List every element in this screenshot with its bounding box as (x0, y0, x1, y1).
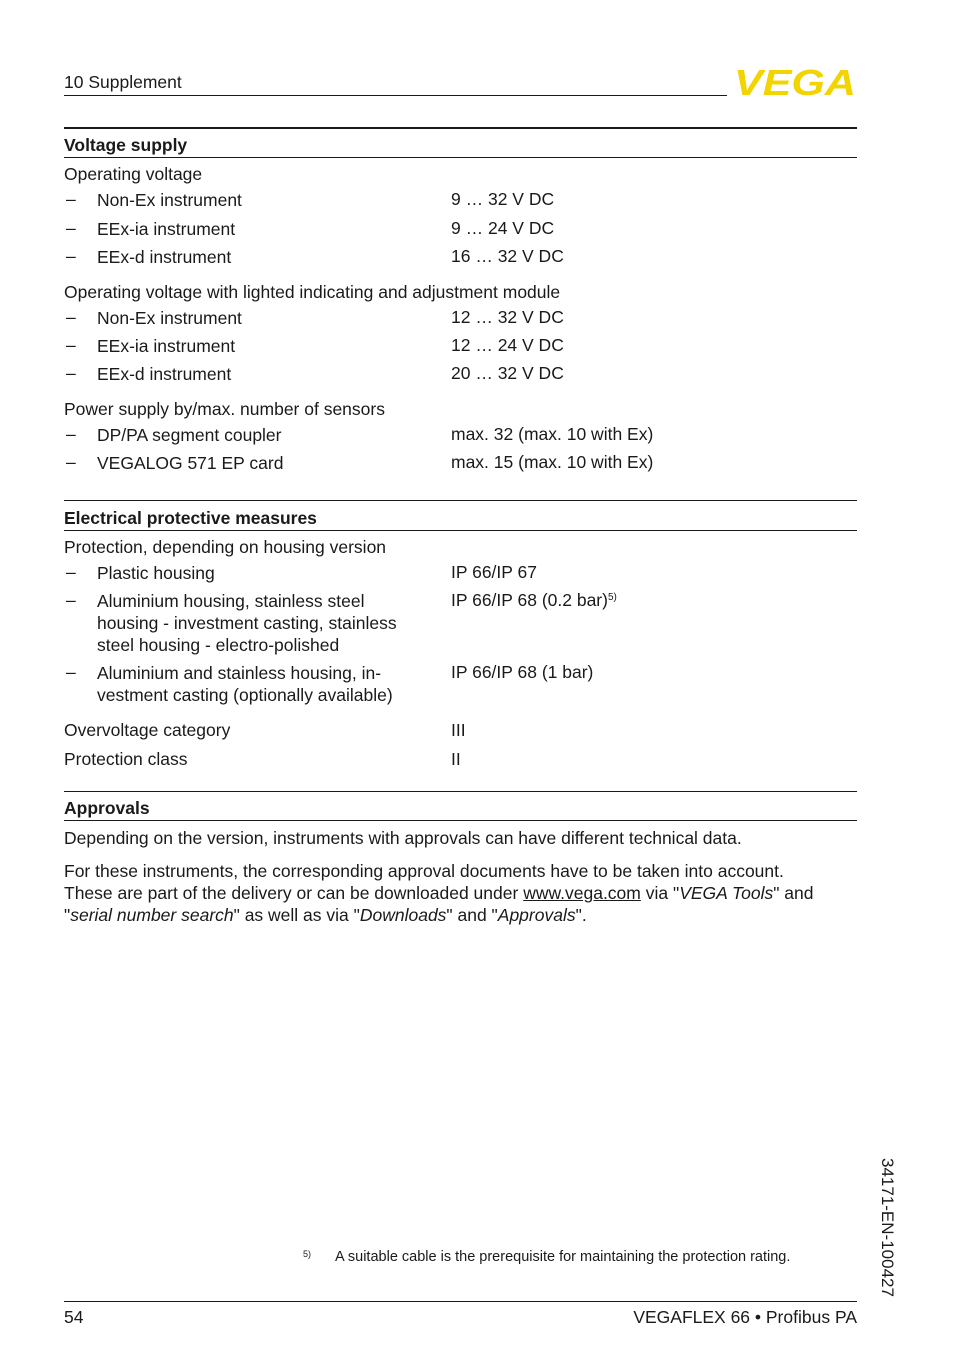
protection-label: Protection, depending on housing version (64, 537, 387, 557)
product-name: VEGAFLEX 66 • Profibus PA (633, 1307, 857, 1327)
list-dash: – (66, 218, 76, 238)
row-value-text: IP 66/IP 68 (0.2 bar) (451, 590, 608, 610)
row-value: 9 … 24 V DC (451, 218, 555, 238)
section-rule (64, 530, 857, 531)
footnote-mark: 5) (303, 1249, 312, 1259)
paragraph-line (64, 882, 857, 904)
approvals-paragraph-2 (64, 860, 857, 926)
row-value: 12 … 24 V DC (451, 335, 564, 355)
lighted-voltage-label: Operating voltage with lighted indicating and adjustment module (64, 282, 561, 302)
page-number: 54 (64, 1307, 84, 1327)
protection-class-label: Protection class (64, 749, 188, 769)
section-rule (64, 820, 857, 821)
list-dash: – (66, 452, 76, 472)
section-rule-top (64, 127, 857, 129)
section-rule (64, 791, 857, 792)
row-label: DP/PA segment coupler (97, 425, 282, 445)
section-rule (64, 500, 857, 501)
list-dash: – (66, 562, 76, 582)
section-header: 10 Supplement (64, 72, 182, 92)
text-span: These are part of the delivery or can be downloaded under (64, 883, 524, 903)
footnote-text: A suitable cable is the prerequisite for maintaining the protection rating. (335, 1249, 791, 1265)
list-dash: – (66, 335, 76, 355)
header-rule (64, 95, 727, 96)
text-span: " as well as via " (233, 905, 360, 925)
row-label: Plastic housing (97, 563, 215, 583)
row-value: IP 66/IP 67 (451, 562, 537, 582)
row-label-line: steel housing - electro-polished (97, 635, 340, 655)
power-supply-label: Power supply by/max. number of sensors (64, 399, 385, 419)
svg-text:VEGA: VEGA (734, 66, 856, 98)
row-value (451, 590, 617, 611)
downloads-term: Downloads (359, 905, 447, 925)
list-dash: – (66, 363, 76, 383)
operating-voltage-label: Operating voltage (64, 164, 203, 184)
approvals-paragraph-1: Depending on the version, instruments with approvals can have different technical data. (64, 828, 742, 848)
protection-class-value: II (451, 749, 461, 769)
row-value: 20 … 32 V DC (451, 363, 564, 383)
row-label-line: vestment casting (optionally available) (97, 685, 393, 705)
row-value: 12 … 32 V DC (451, 307, 564, 327)
row-label-line: housing - investment casting, stainless (97, 613, 397, 633)
document-code: 34171-EN-100427 (878, 1158, 897, 1297)
row-value: 9 … 32 V DC (451, 189, 555, 209)
paragraph-line: For these instruments, the corresponding approval documents have to be taken into account. (64, 861, 784, 881)
row-label: EEx-d instrument (97, 247, 232, 267)
row-value: IP 66/IP 68 (1 bar) (451, 662, 594, 682)
row-label: Non-Ex instrument (97, 308, 242, 328)
row-label-line: Aluminium housing, stainless steel (97, 591, 365, 611)
list-dash: – (66, 590, 76, 610)
text-span: " and (773, 883, 814, 903)
footnote-ref: 5) (607, 592, 617, 603)
list-dash: – (66, 246, 76, 266)
electrical-title: Electrical protective measures (64, 508, 317, 528)
vega-website-link[interactable]: www.vega.com (523, 883, 641, 903)
overvoltage-value: III (451, 720, 466, 740)
row-label: EEx-d instrument (97, 364, 232, 384)
row-value: 16 … 32 V DC (451, 246, 564, 266)
text-span: " and " (446, 905, 498, 925)
list-dash: – (66, 189, 76, 209)
list-dash: – (66, 307, 76, 327)
list-dash: – (66, 662, 76, 682)
serial-search-term: serial number search (70, 905, 234, 925)
approvals-term: Approvals (497, 905, 576, 925)
text-span: ". (575, 905, 587, 925)
voltage-title: Voltage supply (64, 135, 188, 155)
footer-rule (64, 1301, 857, 1302)
row-label-line: Aluminium and stainless housing, in- (97, 663, 382, 683)
row-label: Non-Ex instrument (97, 190, 242, 210)
vega-tools-term: VEGA Tools (679, 883, 774, 903)
text-span: " (64, 905, 71, 925)
paragraph-line (64, 904, 857, 926)
row-label: VEGALOG 571 EP card (97, 453, 284, 473)
row-value: max. 32 (max. 10 with Ex) (451, 424, 654, 444)
row-value: max. 15 (max. 10 with Ex) (451, 452, 654, 472)
section-rule (64, 157, 857, 158)
row-label: EEx-ia instrument (97, 336, 236, 356)
vega-logo (734, 66, 858, 98)
overvoltage-label: Overvoltage category (64, 720, 231, 740)
text-span: via " (640, 883, 680, 903)
approvals-title: Approvals (64, 798, 150, 818)
row-label: EEx-ia instrument (97, 219, 236, 239)
list-dash: – (66, 424, 76, 444)
